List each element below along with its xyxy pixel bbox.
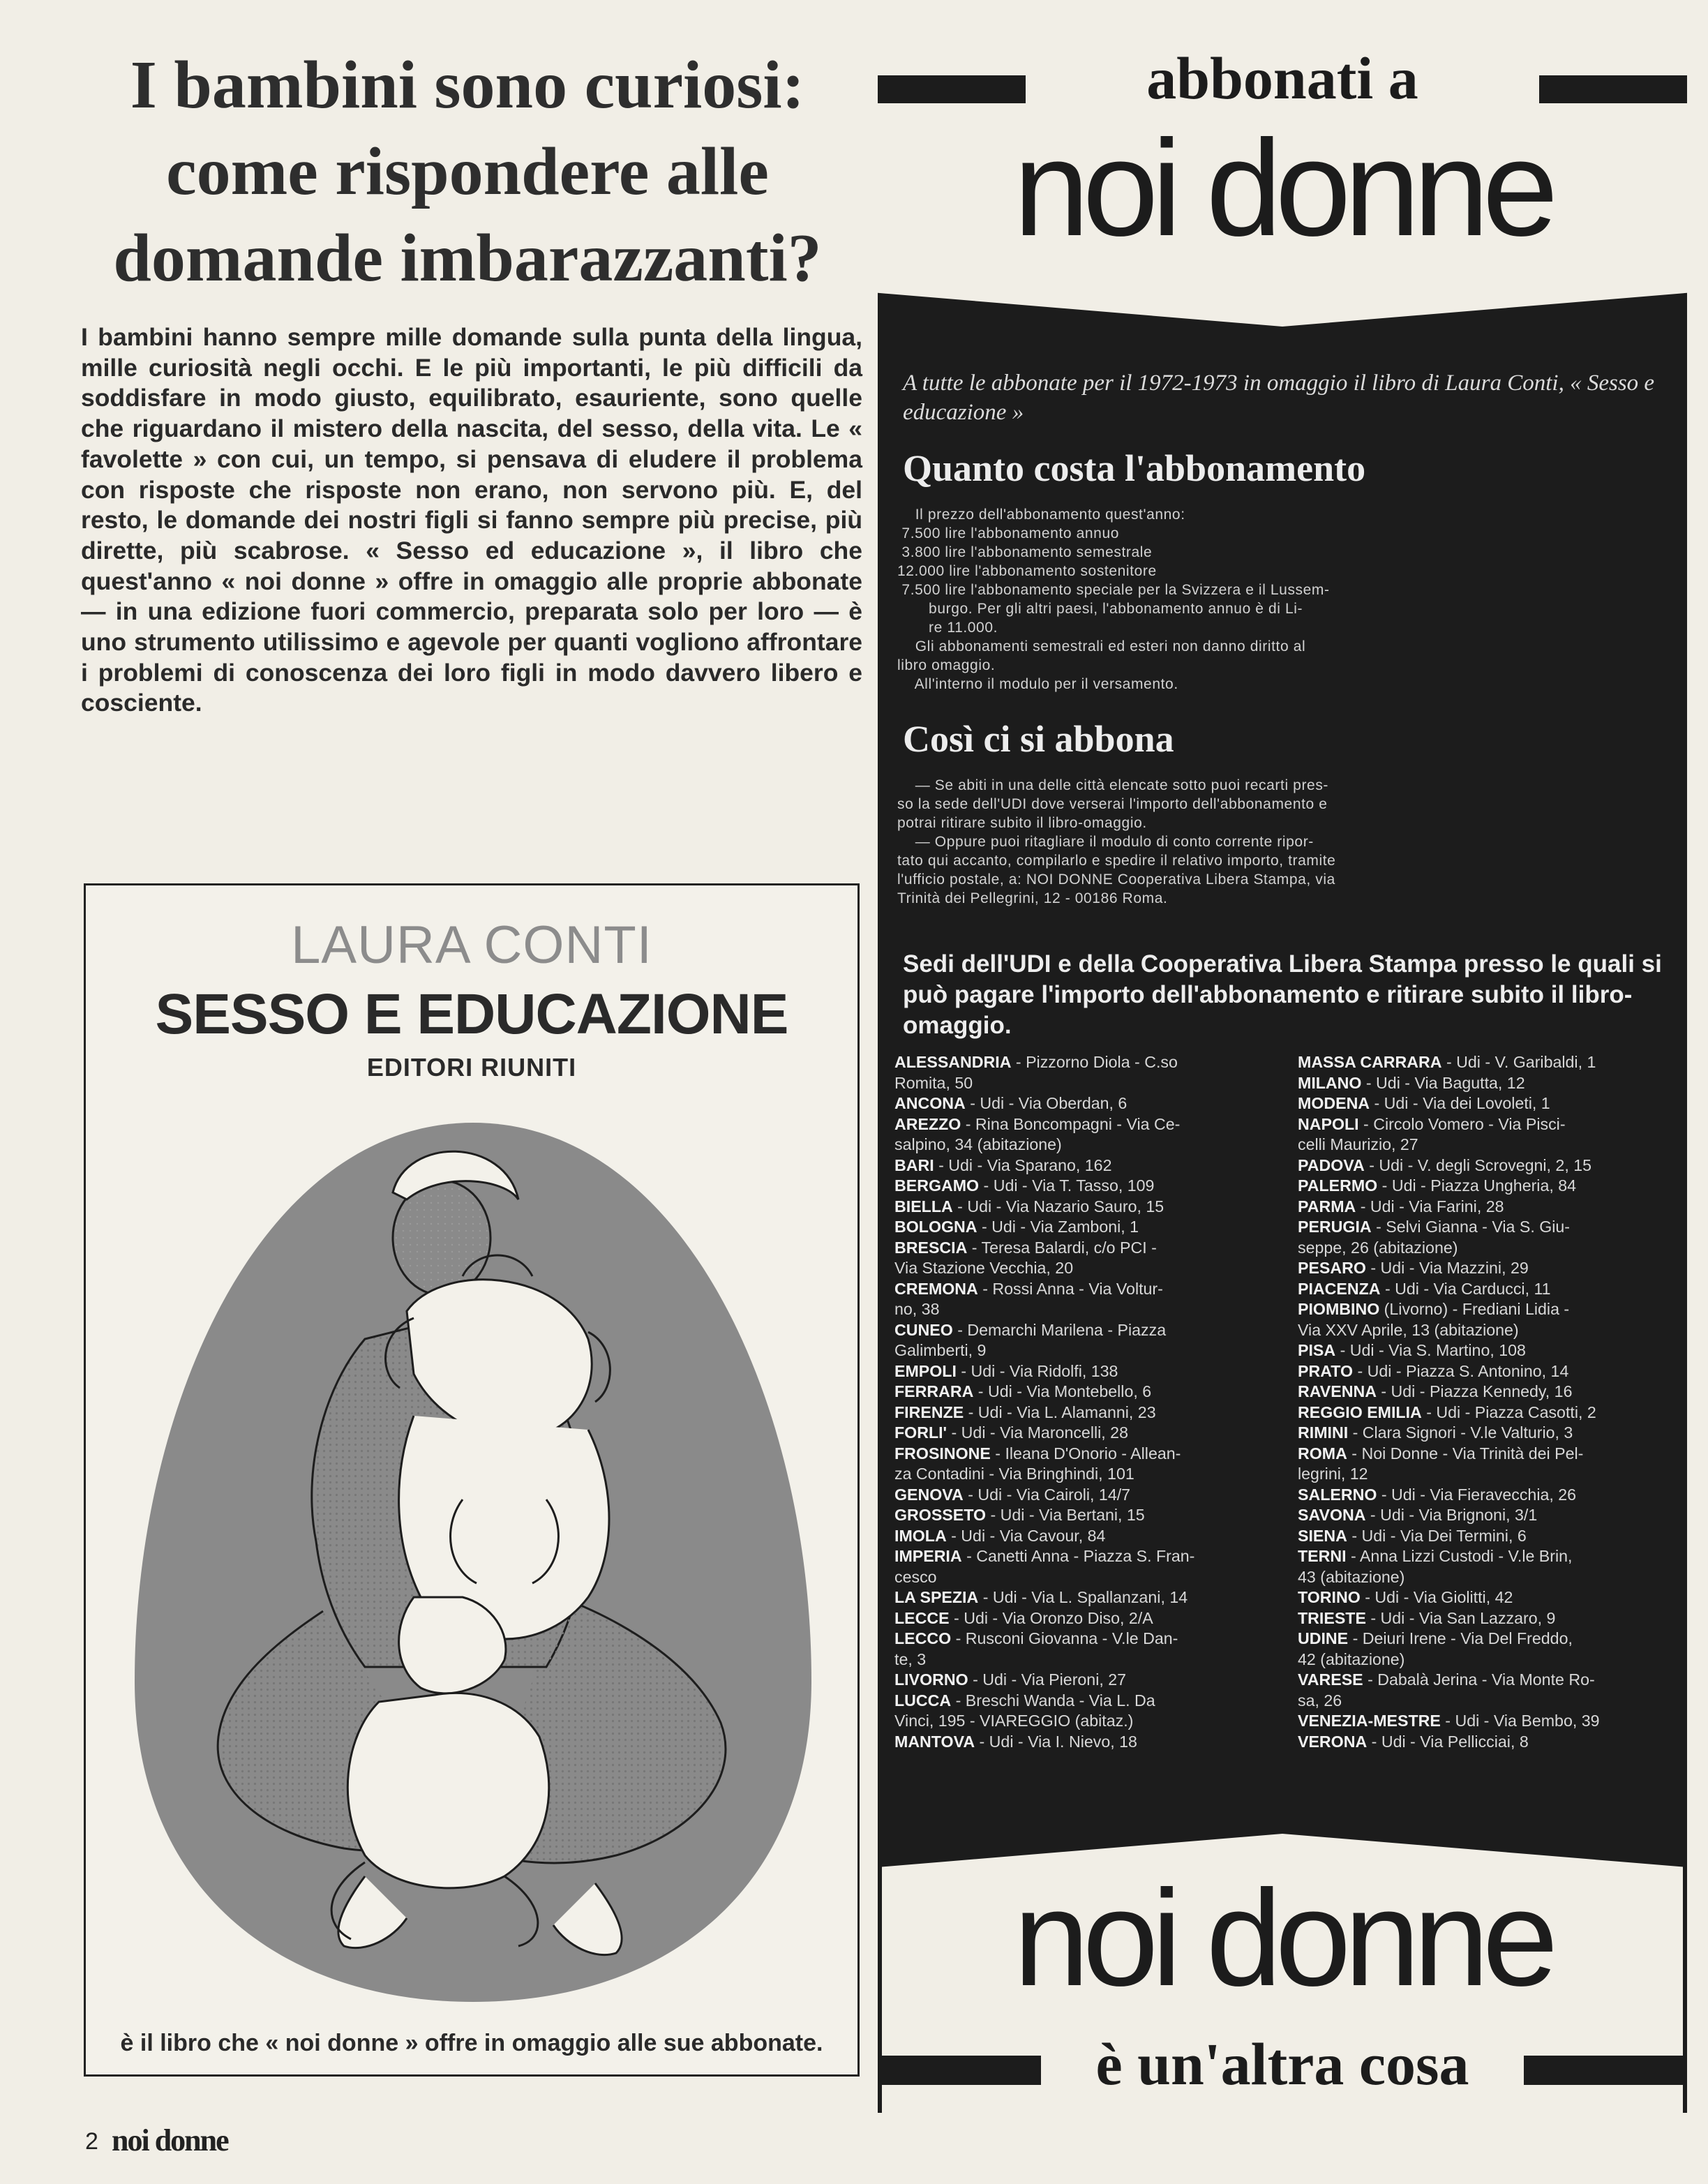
office-entry bbox=[1298, 1340, 1683, 1361]
office-address: - Udi - Via Nazario Sauro, 15 bbox=[952, 1197, 1164, 1216]
office-city: BERGAMO bbox=[894, 1176, 980, 1195]
office-city: MILANO bbox=[1298, 1073, 1362, 1092]
office-address: legrini, 12 bbox=[1298, 1465, 1368, 1483]
office-entry bbox=[894, 1587, 1280, 1608]
office-entry bbox=[894, 1567, 1280, 1588]
office-address: - Udi - Via Giolitti, 42 bbox=[1360, 1588, 1513, 1606]
office-address: - Breschi Wanda - Via L. Da bbox=[951, 1691, 1155, 1710]
office-address: - Udi - Via Farini, 28 bbox=[1356, 1197, 1504, 1216]
office-city: SIENA bbox=[1298, 1526, 1347, 1545]
book-caption: è il libro che « noi donne » offre in omaggio alle sue abbonate. bbox=[120, 2030, 823, 2056]
office-entry bbox=[894, 1197, 1280, 1218]
office-address: - Udi - Via Dei Termini, 6 bbox=[1347, 1526, 1527, 1545]
office-entry bbox=[1298, 1320, 1683, 1341]
office-city: FIRENZE bbox=[894, 1403, 964, 1421]
office-city: IMOLA bbox=[894, 1526, 947, 1545]
office-address: - Circolo Vomero - Via Pisci- bbox=[1358, 1114, 1566, 1133]
office-entry bbox=[894, 1629, 1280, 1650]
office-entry bbox=[1298, 1238, 1683, 1259]
how-line: potrai ritirare subito il libro-omaggio. bbox=[897, 815, 1147, 831]
office-entry bbox=[894, 1073, 1280, 1094]
office-address: - Ileana D'Onorio - Allean- bbox=[990, 1444, 1181, 1463]
ad-subscribe-heading: abbonati a bbox=[1146, 45, 1418, 112]
cost-line: Gli abbonamenti semestrali ed esteri non danno diritto al bbox=[897, 638, 1306, 655]
office-entry bbox=[894, 1546, 1280, 1567]
office-entry bbox=[894, 1732, 1280, 1753]
cost-line: re 11.000. bbox=[897, 620, 998, 636]
office-address: - Dabalà Jerina - Via Monte Ro- bbox=[1363, 1670, 1595, 1689]
office-address: - Udi - Via Cairoli, 14/7 bbox=[963, 1485, 1131, 1504]
office-address: - Udi - Via Carducci, 11 bbox=[1380, 1279, 1551, 1298]
footer-logo: noi donne bbox=[112, 2123, 228, 2157]
office-entry bbox=[1298, 1403, 1683, 1423]
ad-cost-heading: Quanto costa l'abbonamento bbox=[903, 447, 1366, 489]
how-line: — Se abiti in una delle città elencate sotto puoi recarti pres- bbox=[897, 777, 1329, 793]
office-city: PALERMO bbox=[1298, 1176, 1378, 1195]
office-address: - Udi - Via Bagutta, 12 bbox=[1361, 1073, 1525, 1092]
office-city: ALESSANDRIA bbox=[894, 1053, 1012, 1071]
office-entry bbox=[894, 1444, 1280, 1465]
office-entry bbox=[894, 1361, 1280, 1382]
book-publisher: EDITORI RIUNITI bbox=[366, 1053, 577, 1082]
office-entry bbox=[894, 1052, 1280, 1073]
office-city: VARESE bbox=[1298, 1670, 1363, 1689]
office-city: FROSINONE bbox=[894, 1444, 991, 1463]
office-entry bbox=[1298, 1361, 1683, 1382]
office-entry bbox=[894, 1711, 1280, 1732]
office-address: - Udi - V. degli Scrovegni, 2, 15 bbox=[1364, 1155, 1591, 1174]
office-address: - Canetti Anna - Piazza S. Fran- bbox=[961, 1547, 1195, 1565]
office-address: - Deiuri Irene - Via Del Freddo, bbox=[1348, 1629, 1573, 1647]
office-address: - Teresa Balardi, c/o PCI - bbox=[967, 1238, 1157, 1257]
office-address: - Udi - Via Zamboni, 1 bbox=[977, 1218, 1139, 1236]
office-entry bbox=[1298, 1567, 1683, 1588]
office-entry bbox=[1298, 1608, 1683, 1629]
office-city: SAVONA bbox=[1298, 1506, 1366, 1524]
office-entry bbox=[1298, 1526, 1683, 1547]
office-entry bbox=[894, 1279, 1280, 1300]
office-city: BIELLA bbox=[894, 1197, 953, 1216]
office-address: - Udi - Via dei Lovoleti, 1 bbox=[1370, 1094, 1550, 1112]
office-entry bbox=[1298, 1629, 1683, 1650]
office-address: Galimberti, 9 bbox=[894, 1341, 987, 1359]
office-address: - Udi - Via L. Spallanzani, 14 bbox=[978, 1588, 1188, 1606]
office-city: RIMINI bbox=[1298, 1423, 1349, 1442]
office-city: TERNI bbox=[1298, 1547, 1347, 1565]
office-entry bbox=[894, 1217, 1280, 1238]
office-address: Vinci, 195 - VIAREGGIO (abitaz.) bbox=[894, 1712, 1134, 1730]
office-address: - Udi - Via San Lazzaro, 9 bbox=[1365, 1608, 1556, 1627]
office-city: LA SPEZIA bbox=[894, 1588, 979, 1606]
office-address: no, 38 bbox=[894, 1300, 940, 1318]
office-city: LIVORNO bbox=[894, 1670, 968, 1689]
headline-line: I bambini sono curiosi: bbox=[130, 47, 805, 123]
office-entry bbox=[894, 1505, 1280, 1526]
page-number: 2 bbox=[85, 2128, 98, 2155]
office-city: BOLOGNA bbox=[894, 1218, 977, 1236]
ad-how-text bbox=[897, 776, 1665, 908]
office-city: ROMA bbox=[1298, 1444, 1347, 1463]
cost-line: Il prezzo dell'abbonamento quest'anno: bbox=[897, 507, 1185, 523]
office-address: - Demarchi Marilena - Piazza bbox=[952, 1320, 1167, 1339]
office-city: BARI bbox=[894, 1155, 934, 1174]
office-city: FERRARA bbox=[894, 1382, 974, 1400]
office-entry bbox=[1298, 1279, 1683, 1300]
office-entry bbox=[1298, 1670, 1683, 1691]
office-address: - Udi - Via Sparano, 162 bbox=[934, 1155, 1112, 1174]
office-city: VERONA bbox=[1298, 1732, 1368, 1751]
office-address: - Udi - Via Pieroni, 27 bbox=[968, 1670, 1127, 1689]
office-address: - Udi - Piazza Casotti, 2 bbox=[1421, 1403, 1596, 1421]
office-entry bbox=[894, 1135, 1280, 1155]
office-city: PERUGIA bbox=[1298, 1218, 1372, 1236]
office-city: LECCO bbox=[894, 1629, 952, 1647]
office-entry bbox=[1298, 1711, 1683, 1732]
offices-list-left bbox=[894, 1052, 1280, 1752]
office-entry bbox=[1298, 1505, 1683, 1526]
office-city: TORINO bbox=[1298, 1588, 1361, 1606]
office-city: LUCCA bbox=[894, 1691, 952, 1710]
office-city: FORLI' bbox=[894, 1423, 947, 1442]
office-entry bbox=[1298, 1155, 1683, 1176]
cost-line: 7.500 lire l'abbonamento speciale per la Svizzera e il Lussem- bbox=[897, 582, 1330, 598]
office-address: - Udi - Via S. Martino, 108 bbox=[1335, 1341, 1526, 1359]
office-entry bbox=[894, 1155, 1280, 1176]
office-address: - Udi - Via Pellicciai, 8 bbox=[1367, 1732, 1529, 1751]
office-city: MASSA CARRARA bbox=[1298, 1053, 1442, 1071]
office-city: RAVENNA bbox=[1298, 1382, 1377, 1400]
office-address: - Anna Lizzi Custodi - V.le Brin, bbox=[1346, 1547, 1573, 1565]
how-line: Trinità dei Pellegrini, 12 - 00186 Roma. bbox=[897, 890, 1168, 906]
office-address: 43 (abitazione) bbox=[1298, 1567, 1405, 1586]
office-address: - Rossi Anna - Via Voltur- bbox=[977, 1279, 1163, 1298]
office-city: CREMONA bbox=[894, 1279, 978, 1298]
office-entry bbox=[1298, 1423, 1683, 1444]
office-entry bbox=[1298, 1382, 1683, 1403]
office-address: sa, 26 bbox=[1298, 1691, 1342, 1710]
cost-line: 7.500 lire l'abbonamento annuo bbox=[897, 525, 1120, 541]
office-city: PIOMBINO bbox=[1298, 1300, 1380, 1318]
office-address: - Udi - Piazza Ungheria, 84 bbox=[1377, 1176, 1577, 1195]
office-entry bbox=[894, 1403, 1280, 1423]
office-address: - Udi - Via Maroncelli, 28 bbox=[947, 1423, 1128, 1442]
office-address: seppe, 26 (abitazione) bbox=[1298, 1238, 1458, 1257]
office-city: GENOVA bbox=[894, 1485, 964, 1504]
office-address: celli Maurizio, 27 bbox=[1298, 1135, 1418, 1153]
office-address: - Udi - V. Garibaldi, 1 bbox=[1441, 1053, 1596, 1071]
office-address: - Udi - Via Bembo, 39 bbox=[1440, 1712, 1600, 1730]
ad-logo-bottom: noi donne bbox=[1013, 1862, 1552, 2014]
office-city: LECCE bbox=[894, 1608, 950, 1627]
office-entry bbox=[1298, 1258, 1683, 1279]
office-address: - Udi - Via Oberdan, 6 bbox=[965, 1094, 1128, 1112]
office-entry bbox=[1298, 1464, 1683, 1485]
office-entry bbox=[894, 1258, 1280, 1279]
office-entry bbox=[894, 1299, 1280, 1320]
office-city: CUNEO bbox=[894, 1320, 953, 1339]
office-entry bbox=[894, 1608, 1280, 1629]
office-entry bbox=[894, 1320, 1280, 1341]
ad-cost-text bbox=[897, 505, 1665, 694]
office-entry bbox=[894, 1650, 1280, 1670]
office-city: MODENA bbox=[1298, 1094, 1370, 1112]
how-line: — Oppure puoi ritagliare il modulo di conto corrente ripor- bbox=[897, 834, 1314, 850]
office-entry bbox=[1298, 1135, 1683, 1155]
office-city: ANCONA bbox=[894, 1094, 966, 1112]
office-entry bbox=[894, 1526, 1280, 1547]
office-city: EMPOLI bbox=[894, 1361, 957, 1380]
book-title: SESSO E EDUCAZIONE bbox=[155, 982, 788, 1046]
office-city: TRIESTE bbox=[1298, 1608, 1366, 1627]
office-city: GROSSETO bbox=[894, 1506, 986, 1524]
office-city: AREZZO bbox=[894, 1114, 961, 1133]
office-entry bbox=[1298, 1299, 1683, 1320]
office-entry bbox=[894, 1114, 1280, 1135]
office-city: VENEZIA-MESTRE bbox=[1298, 1712, 1441, 1730]
office-city: PISA bbox=[1298, 1341, 1336, 1359]
office-address: - Udi - Via L. Alamanni, 23 bbox=[964, 1403, 1156, 1421]
office-entry bbox=[894, 1485, 1280, 1506]
headline-line: come rispondere alle bbox=[166, 134, 769, 209]
office-entry bbox=[894, 1670, 1280, 1691]
office-city: MANTOVA bbox=[894, 1732, 975, 1751]
office-address: - Udi - Piazza Kennedy, 16 bbox=[1376, 1382, 1573, 1400]
ad-logo-top: noi donne bbox=[1013, 112, 1552, 264]
subscription-ad bbox=[878, 46, 1687, 2113]
office-city: PIACENZA bbox=[1298, 1279, 1381, 1298]
office-city: PESARO bbox=[1298, 1259, 1366, 1277]
ad-gift-note: A tutte le abbonate per il 1972-1973 in omaggio il libro di Laura Conti, « Sesso e educazione » bbox=[903, 371, 1655, 425]
office-address: - Udi - Via Ridolfi, 138 bbox=[956, 1361, 1118, 1380]
ad-tagline: è un'altra cosa bbox=[1095, 2030, 1469, 2097]
office-address: - Udi - Piazza S. Antonino, 14 bbox=[1353, 1361, 1569, 1380]
office-address: - Udi - Via Montebello, 6 bbox=[973, 1382, 1152, 1400]
office-address: - Udi - Via I. Nievo, 18 bbox=[975, 1732, 1137, 1751]
office-address: - Udi - Via Brignoni, 3/1 bbox=[1365, 1506, 1538, 1524]
office-entry bbox=[1298, 1176, 1683, 1197]
office-address: - Rusconi Giovanna - V.le Dan- bbox=[951, 1629, 1178, 1647]
office-entry bbox=[1298, 1217, 1683, 1238]
office-city: REGGIO EMILIA bbox=[1298, 1403, 1422, 1421]
office-entry bbox=[1298, 1691, 1683, 1712]
office-address: - Selvi Gianna - Via S. Giu- bbox=[1371, 1218, 1571, 1236]
office-entry bbox=[1298, 1485, 1683, 1506]
cost-line: 3.800 lire l'abbonamento semestrale bbox=[897, 544, 1153, 560]
offices-list-right bbox=[1298, 1052, 1683, 1752]
office-address: salpino, 34 (abitazione) bbox=[894, 1135, 1062, 1153]
office-address: za Contadini - Via Bringhindi, 101 bbox=[894, 1465, 1134, 1483]
office-address: - Clara Signori - V.le Valturio, 3 bbox=[1348, 1423, 1573, 1442]
how-line: so la sede dell'UDI dove verserai l'importo dell'abbonamento e bbox=[897, 796, 1328, 812]
office-entry bbox=[894, 1423, 1280, 1444]
office-address: (Livorno) - Frediani Lidia - bbox=[1379, 1300, 1570, 1318]
office-address: cesco bbox=[894, 1567, 937, 1586]
office-city: PRATO bbox=[1298, 1361, 1354, 1380]
office-address: - Udi - Via T. Tasso, 109 bbox=[979, 1176, 1155, 1195]
intro-paragraph: I bambini hanno sempre mille domande sulla punta della lingua, mille curiosità negli occhi. E le più importanti, le più difficili da soddisfare in modo giusto, equilibrato, esauriente, sono quelle che riguardano il mistero della nascita, del sesso, della vita. Le « favolette » con cui, un tempo, si pensava di eludere il problema con risposte che risposte non erano, non servono più. E, del resto, le domande dei nostri figli si fanno sempre più precise, più dirette, più scabrose. « Sesso ed educazione », il libro che quest'anno « noi donne » offre in omaggio alle proprie abbonate — in una edizione fuori commercio, preparata solo per loro — è uno strumento utilissimo e agevole per quanti vogliono affrontare i problemi di conoscenza dei loro figli in modo davvero libero e cosciente. bbox=[81, 323, 862, 717]
office-entry bbox=[1298, 1052, 1683, 1073]
office-entry bbox=[894, 1340, 1280, 1361]
office-entry bbox=[1298, 1114, 1683, 1135]
office-address: Romita, 50 bbox=[894, 1073, 973, 1092]
office-entry bbox=[1298, 1546, 1683, 1567]
cost-line: 12.000 lire l'abbonamento sostenitore bbox=[897, 563, 1157, 579]
book-advertisement bbox=[84, 883, 860, 2077]
office-entry bbox=[894, 1176, 1280, 1197]
office-city: PADOVA bbox=[1298, 1155, 1365, 1174]
office-address: - Udi - Via Fieravecchia, 26 bbox=[1377, 1485, 1577, 1504]
office-address: - Rina Boncompagni - Via Ce- bbox=[961, 1114, 1181, 1133]
office-address: - Udi - Via Cavour, 84 bbox=[946, 1526, 1106, 1545]
office-entry bbox=[894, 1464, 1280, 1485]
office-entry bbox=[1298, 1093, 1683, 1114]
office-city: IMPERIA bbox=[894, 1547, 962, 1565]
office-address: 42 (abitazione) bbox=[1298, 1650, 1405, 1668]
office-address: - Noi Donne - Via Trinità dei Pel- bbox=[1347, 1444, 1584, 1463]
office-city: SALERNO bbox=[1298, 1485, 1377, 1504]
book-author: LAURA CONTI bbox=[291, 915, 652, 975]
cost-line: burgo. Per gli altri paesi, l'abbonamento annuo è di Li- bbox=[897, 601, 1303, 617]
book-cover-illustration bbox=[114, 1109, 832, 2016]
office-entry bbox=[1298, 1732, 1683, 1753]
office-address: - Udi - Via Bertani, 15 bbox=[986, 1506, 1145, 1524]
office-entry bbox=[1298, 1587, 1683, 1608]
ad-offices-heading: Sedi dell'UDI e della Cooperativa Libera Stampa presso le quali si può pagare l'importo dell'abbonamento e ritirare subito il libro-omaggio. bbox=[903, 950, 1662, 1039]
office-city: UDINE bbox=[1298, 1629, 1349, 1647]
office-entry bbox=[894, 1238, 1280, 1259]
office-address: - Pizzorno Diola - C.so bbox=[1011, 1053, 1178, 1071]
office-city: BRESCIA bbox=[894, 1238, 968, 1257]
office-city: PARMA bbox=[1298, 1197, 1356, 1216]
ad-how-heading: Così ci si abbona bbox=[903, 718, 1174, 760]
office-address: te, 3 bbox=[894, 1650, 927, 1668]
office-entry bbox=[1298, 1073, 1683, 1094]
office-address: - Udi - Via Oronzo Diso, 2/A bbox=[949, 1608, 1153, 1627]
how-line: l'ufficio postale, a: NOI DONNE Cooperativa Libera Stampa, via bbox=[897, 872, 1335, 888]
office-address: - Udi - Via Mazzini, 29 bbox=[1365, 1259, 1529, 1277]
office-entry bbox=[894, 1691, 1280, 1712]
headline bbox=[70, 42, 865, 301]
office-entry bbox=[894, 1093, 1280, 1114]
office-city: NAPOLI bbox=[1298, 1114, 1359, 1133]
office-address: Via XXV Aprile, 13 (abitazione) bbox=[1298, 1320, 1519, 1339]
office-entry bbox=[1298, 1444, 1683, 1465]
office-address: Via Stazione Vecchia, 20 bbox=[894, 1259, 1074, 1277]
cost-line: libro omaggio. bbox=[897, 657, 996, 673]
office-entry bbox=[894, 1382, 1280, 1403]
headline-line: domande imbarazzanti? bbox=[113, 220, 822, 296]
office-entry bbox=[1298, 1650, 1683, 1670]
office-entry bbox=[1298, 1197, 1683, 1218]
cost-line: All'interno il modulo per il versamento. bbox=[897, 676, 1178, 692]
how-line: tato qui accanto, compilarlo e spedire il relativo importo, tramite bbox=[897, 853, 1336, 869]
